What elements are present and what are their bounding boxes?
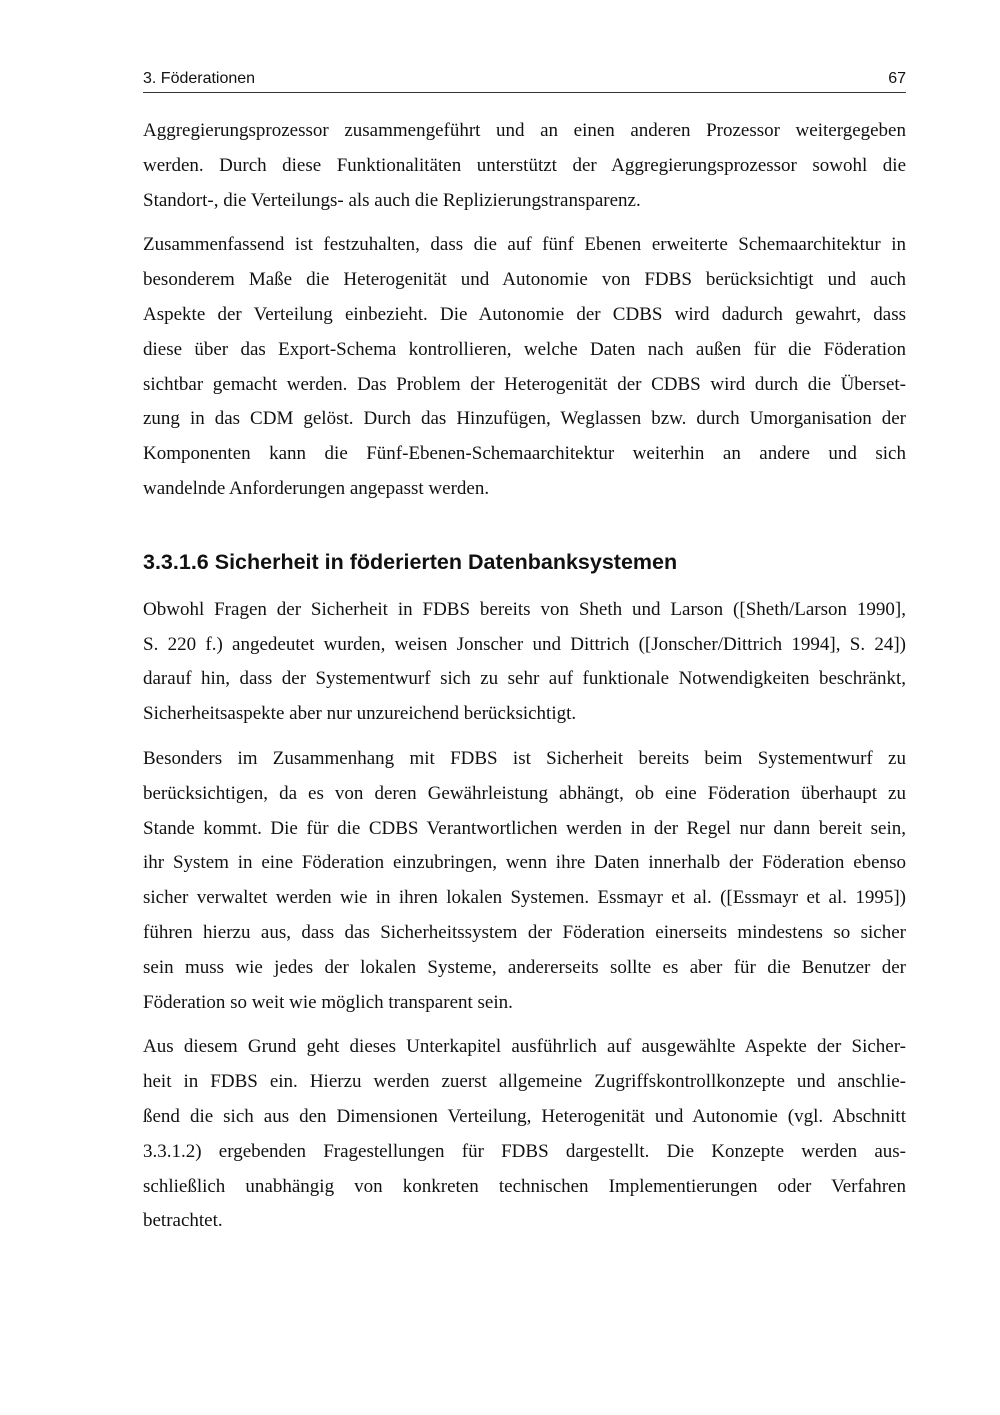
text-line: führen hierzu aus, dass das Sicherheitssystem der Föderation einerseits mindestens so sicher xyxy=(143,921,906,943)
text-line: zung in das CDM gelöst. Durch das Hinzufügen, Weglassen bzw. durch Umorganisation der xyxy=(143,408,906,430)
text-line: sichtbar gemacht werden. Das Problem der Heterogenität der CDBS wird durch die Überset- xyxy=(143,373,906,395)
paragraph-2 xyxy=(143,228,906,506)
text-line: Aggregierungsprozessor zusammengeführt und an einen anderen Prozessor weitergegeben xyxy=(143,120,906,141)
text-line: Besonders im Zusammenhang mit FDBS ist Sicherheit bereits beim Systementwurf zu xyxy=(143,747,906,769)
text-line: besonderem Maße die Heterogenität und Autonomie von FDBS berücksichtigt und auch xyxy=(143,269,906,291)
text-line: ßend die sich aus den Dimensionen Verteilung, Heterogenität und Autonomie (vgl. Abschnitt xyxy=(143,1105,906,1127)
paragraph-5 xyxy=(143,1030,906,1239)
text-line: Zusammenfassend ist festzuhalten, dass die auf fünf Ebenen erweiterte Schemaarchitektur in xyxy=(143,234,906,256)
text-line: sein muss wie jedes der lokalen Systeme, andererseits sollte es aber für die Benutzer der xyxy=(143,956,906,978)
paragraph-1 xyxy=(143,114,906,218)
chapter-title: 3. Föderationen xyxy=(143,70,256,87)
text-line: Aus diesem Grund geht dieses Unterkapitel ausführlich auf ausgewählte Aspekte der Sicher- xyxy=(143,1036,906,1058)
paragraph-3 xyxy=(143,593,906,732)
text-line: 3.3.1.2) ergebenden Fragestellungen für FDBS dargestellt. Die Konzepte werden aus- xyxy=(143,1140,906,1162)
page-body xyxy=(143,114,906,1239)
text-line: Sicherheitsaspekte aber nur unzureichend berücksichtigt. xyxy=(143,703,577,725)
page-header xyxy=(143,66,906,93)
text-line: Stande kommt. Die für die CDBS Verantwortlichen werden in der Regel nur dann bereit sein, xyxy=(143,817,906,839)
page-number: 67 xyxy=(888,70,906,87)
text-line: werden. Durch diese Funktionalitäten unterstützt der Aggregierungsprozessor sowohl die xyxy=(143,154,906,176)
text-line: heit in FDBS ein. Hierzu werden zuerst allgemeine Zugriffskontrollkonzepte und anschlie- xyxy=(143,1071,906,1093)
text-line: ihr System in eine Föderation einzubringen, wenn ihre Daten innerhalb der Föderation ebenso xyxy=(143,852,906,874)
text-line: darauf hin, dass der Systementwurf sich zu sehr auf funktionale Notwendigkeiten beschränkt, xyxy=(143,668,906,690)
section-heading: 3.3.1.6 Sicherheit in föderierten Datenbanksystemen xyxy=(143,549,678,574)
text-line: betrachtet. xyxy=(143,1210,223,1232)
text-line: schließlich unabhängig von konkreten technischen Implementierungen oder Verfahren xyxy=(143,1175,906,1197)
text-line: Föderation so weit wie möglich transparent sein. xyxy=(143,991,513,1013)
text-line: Obwohl Fragen der Sicherheit in FDBS bereits von Sheth und Larson ([Sheth/Larson 1990], xyxy=(143,598,906,620)
text-line: berücksichtigen, da es von deren Gewährleistung abhängt, ob eine Föderation überhaupt zu xyxy=(143,782,906,804)
text-line: Komponenten kann die Fünf-Ebenen-Schemaarchitektur weiterhin an andere und sich xyxy=(143,443,906,465)
text-line: wandelnde Anforderungen angepasst werden. xyxy=(143,477,490,499)
paragraph-4 xyxy=(143,742,906,1020)
text-line: Standort-, die Verteilungs- als auch die Replizierungstransparenz. xyxy=(143,189,641,211)
text-line: diese über das Export-Schema kontrollieren, welche Daten nach außen für die Föderation xyxy=(143,338,906,360)
text-line: sicher verwaltet werden wie in ihren lokalen Systemen. Essmayr et al. ([Essmayr et al. 1995]) xyxy=(143,887,906,909)
text-line: Aspekte der Verteilung einbezieht. Die Autonomie der CDBS wird dadurch gewahrt, dass xyxy=(143,303,906,325)
text-line: S. 220 f.) angedeutet wurden, weisen Jonscher und Dittrich ([Jonscher/Dittrich 1994], S. 24]) xyxy=(143,633,906,655)
